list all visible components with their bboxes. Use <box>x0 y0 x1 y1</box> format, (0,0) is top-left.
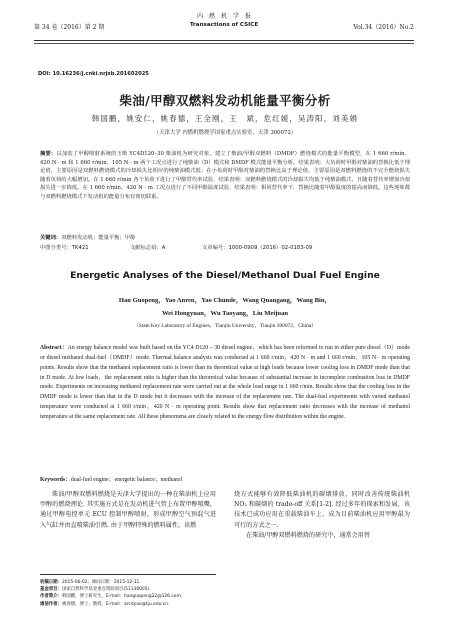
footnote-contact <box>40 601 250 608</box>
keywords-en-text: dual-fuel engine；energetic balance；methanol <box>70 477 183 483</box>
document-code: 文献标志码：A <box>130 245 166 251</box>
footnote-received-label: 收稿日期： <box>40 580 62 585</box>
abstract-cn-text: 以加装了甲醇喷射系统的玉柴 YC4D120–30 柴油机为研究对象，建立了柴油/甲醇双燃料（DMDF）燃烧模式的能量平衡模型，在 1 660 r/min、420 N · m 和 1 660 r/min、105 N · m 两个工况点进行了纯柴油（D）模式和 DMDF 模式能量平衡分析。结果表明：大负荷时甲醇对柴油的替换比低于理论值，主要原因是双燃料燃烧模式的冷却损失比相应的纯柴油模式低；在小负荷时甲醇对柴油的替换比高于理论值，主要原因是双燃料燃烧的不完全燃烧损失随着负荷的大幅增加。在 1 660 r/min 各个负荷下进行了甲醇替代率试验，结果表明：双燃料燃烧模式的冷却损失均低于纯柴油模式，且随着替代率增加冷却损失进一步降低。在 1 660 r/min、420 N · m 工况点进行了不同甲醇温度试验，结果表明：相同替代率下，替换比随着甲醇温度的提高而降低。这些现象都与双燃料燃烧模式下发动机的能量分布有密切联系。 <box>40 151 410 200</box>
footnote-author-label: 作者简介： <box>40 594 62 600</box>
header-rule <box>34 40 414 41</box>
footnote-fund <box>40 586 250 593</box>
header-rule-thin <box>34 43 414 44</box>
footnote-fund-label: 基金项目： <box>40 587 62 593</box>
body-column-left <box>40 490 216 531</box>
body-paragraph: 烧方式能够有效降低柴油机的碳烟排放，同时改善传统柴油机 NO₂ 和碳烟的 trade-off 关系[1-2]. 经过多年的探索和发展，该技术已成功应用在重载柴油车上，成为目前柴油机应用甲醇最为可行的方式之一. <box>234 491 410 529</box>
footnote-received-text: 2015-06-02；修回日期：2015-12-11. <box>61 580 141 585</box>
header-journal-cn: 内 燃 机 学 报 <box>196 13 251 20</box>
authors-en-line2: Wei Hongyuan，Wu Taoyang，Liu Meijuan <box>161 310 289 317</box>
authors-cn: 韩国鹏，姚安仁，姚春德，王全刚，王 斌，危红媛，吴涛阳，刘美娟 <box>91 114 359 123</box>
footnote <box>40 579 250 608</box>
keywords-cn <box>40 233 410 241</box>
abstract-cn <box>40 150 410 201</box>
footnote-author-text: 韩国鹏，博士研究生，E-mail：hanguopeng22@126.com. <box>61 594 183 600</box>
footnote-fund-text: 国家自然科学基金重点资助项目(51136005). <box>61 587 151 593</box>
header-issue-cn: 第 34 卷（2016）第 2 期 <box>34 24 105 31</box>
authors-en-line1: Han Guopeng，Yao Anren，Yao Chunde，Wang Quangang，Wang Bin， <box>118 297 332 304</box>
abstract-en-label: Abstract： <box>40 345 68 351</box>
article-number: 文章编号：1000-0909（2016）02-0183-09 <box>202 245 313 251</box>
abstract-en-text: An energy balance model was built based on the YC4 D120 – 30 diesel engine，which has been reformed to run in either pure diesel（D）mode or diesel methanol dual-fuel（DMDF）mode. Thermal balance analysis was conducted at 1 660 r/min，420 N · m and 1 660 r/min，105 N · m operating points. Results show that the methanol replacement ratio is lower than its theoretical value at high loads because lower cooling loss in DMDF mode than that in D mode. At low loads，the replacement ratio is higher than the theoretical value because of substantial increase in incomplete combustion loss in DMDF mode. Experiments on increasing methanol replacement rate were carried out at the whole load range in 1 660 r/min. Results show that the cooling loss in the DMDF mode is lower than that in the D mode but it decreases with the increase of the replacement rate. The dual-fuel experiments with varied methanol temperature were conducted at 1 660 r/min，420 N · m operating point. Results show that replacement ratio decreases with the increase of methanol temperature at the same replacement rate. All these phenomena are closely related to the energy flow distribution within the engine. <box>40 345 411 420</box>
title-en: Energetic Analyses of the Diesel/Methanol Dual Fuel Engine <box>70 270 380 281</box>
footnote-contact-label: 通信作者： <box>40 601 62 607</box>
header-journal-en: Transactions of CSICE <box>189 22 259 28</box>
footnote-rule <box>40 574 216 575</box>
affiliation-en: （State Key Laboratory of Engines，Tianjin University，Tianjin 300072，China） <box>133 323 317 329</box>
keywords-en <box>40 474 410 483</box>
abstract-en <box>40 344 410 423</box>
body-paragraph: 柴油/甲醇双燃料燃烧是天津大学提出的一种在柴油机上应用甲醇的燃烧理论. 其实施方式是在发动机进气管上布置甲醇喷嘴，通过甲醇电控单元 ECU 控制甲醇喷射，形成甲醇空气预混气进入气缸并由直喷柴油引燃. 由于甲醇特殊的燃料属性，该燃 <box>40 491 216 529</box>
body-paragraph: 在柴油/甲醇双燃料燃烧的研究中，通常会用替 <box>246 531 370 539</box>
keywords-en-label: Keywords： <box>40 477 71 483</box>
keywords-cn-text: 双燃料发动机；能量平衡；甲醇 <box>61 235 136 241</box>
body-column-right <box>234 490 410 541</box>
abstract-cn-label: 摘要： <box>40 151 57 157</box>
footnote-received <box>40 579 250 586</box>
keywords-cn-label: 关键词： <box>40 235 62 241</box>
doi: DOI: 10.16236/j.cnki.nrjxb.201602025 <box>38 71 149 77</box>
header-issue-en: Vol.34（2016）No.2 <box>353 24 414 31</box>
affiliation-cn: （天津大学 内燃机燃烧学国家重点实验室，天津 300072） <box>153 130 297 136</box>
title-cn: 柴油/甲醇双燃料发动机能量平衡分析 <box>119 93 331 108</box>
footnote-contact-text: 姚春德，博士，教授，E-mail：arcdyao@tju.edu.cn. <box>61 601 170 607</box>
clc-number: 中图分类号：TK421 <box>40 245 89 251</box>
running-header <box>34 6 414 42</box>
classification-row <box>40 243 410 251</box>
footnote-author <box>40 593 250 600</box>
